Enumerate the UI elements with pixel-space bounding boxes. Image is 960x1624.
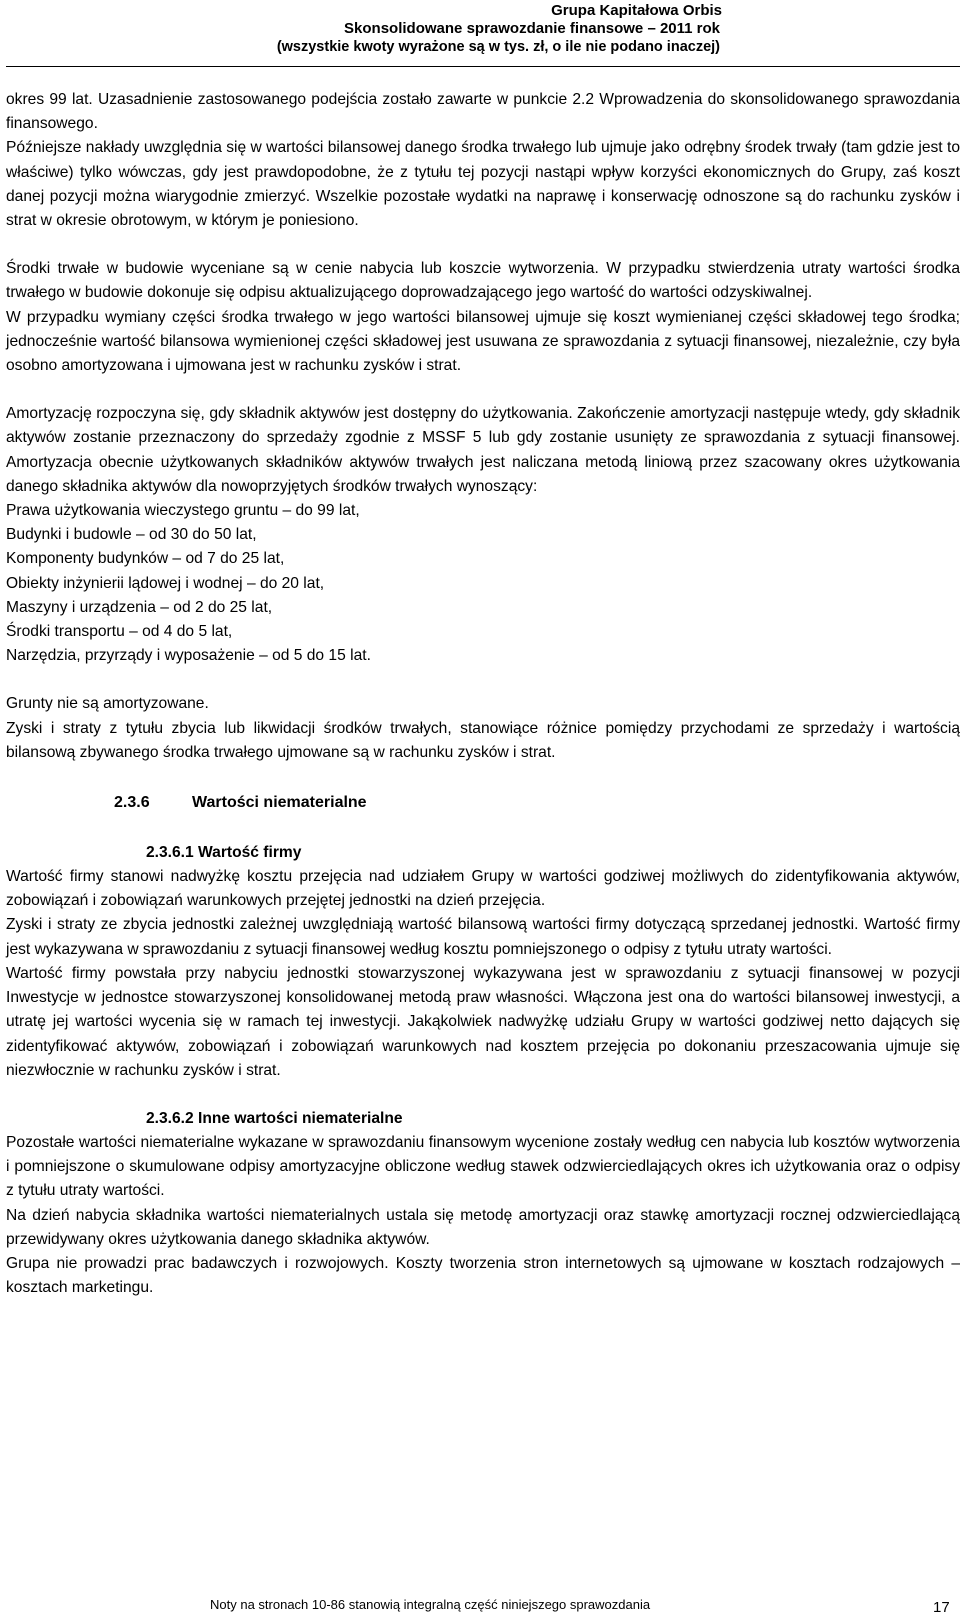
- paragraph: Pozostałe wartości niematerialne wykazane w sprawozdaniu finansowym wycenione zostały według cen nabycia lub kosztów wytworzenia i pomniejszone o skumulowane odpisy amortyzacyjne obliczone według stawek odzwierciedlających okres ich użytkowania oraz o odpisy z tytułu utraty wartości.: [6, 1133, 960, 1200]
- list-item: Środki transportu – od 4 do 5 lat,: [6, 623, 233, 641]
- subsection-heading: 2.3.6.1 Wartość firmy: [146, 844, 302, 862]
- paragraph: Amortyzację rozpoczyna się, gdy składnik aktywów jest dostępny do użytkowania. Zakończenie amortyzacji następuje wtedy, gdy składnik aktywów zostanie przeznaczony do sprzedaży zgodnie z MSSF 5 lub gdy zostanie usunięty ze sprawozdania z sytuacji finansowej. Amortyzacja obecnie użytkowanych składników aktywów trwałych jest naliczana metodą liniową przez szacowany okres użytkowania danego składnika aktywów dla nowoprzyjętych środków trwałych wynoszący:: [6, 405, 960, 495]
- header-report-title: Skonsolidowane sprawozdanie finansowe – 2011 rok: [344, 20, 720, 37]
- list-item: Maszyny i urządzenia – od 2 do 25 lat,: [6, 598, 273, 616]
- section-number: 2.3.6: [114, 794, 150, 812]
- paragraph: Grupa nie prowadzi prac badawczych i rozwojowych. Koszty tworzenia stron internetowych są ujmowane w kosztach rodzajowych – kosztach marketingu.: [6, 1254, 960, 1297]
- list-item: Prawa użytkowania wieczystego gruntu – do 99 lat,: [6, 502, 360, 520]
- list-item: Narzędzia, przyrządy i wyposażenie – od 5 do 15 lat.: [6, 647, 371, 665]
- list-item: Komponenty budynków – od 7 do 25 lat,: [6, 550, 285, 568]
- depreciation-list: [6, 499, 960, 668]
- page-header: [0, 2, 960, 56]
- document-body: [6, 88, 960, 1300]
- paragraph: Wartość firmy stanowi nadwyżkę kosztu przejęcia nad udziałem Grupy w wartości godziwej możliwych do zidentyfikowania aktywów, zobowiązań i zobowiązań warunkowych przejętej jednostki na dzień przejęcia.: [6, 868, 960, 910]
- paragraph: Zyski i straty z tytułu zbycia lub likwidacji środków trwałych, stanowiące różnice pomiędzy przychodami ze sprzedaży i wartością bilansową zbywanego środka trwałego ujmowane są w rachunku zysków i strat.: [6, 719, 960, 761]
- paragraph: W przypadku wymiany części środka trwałego w jego wartości bilansowej ujmuje się koszt wymienianej części składowej tego środka; jednocześnie wartość bilansowa wymienionej części składowej jest usuwana ze sprawozdania z sytuacji finansowej, niezależnie, czy była osobno amortyzowana i ujmowana jest w rachunku zysków i strat.: [6, 308, 960, 375]
- paragraph: Późniejsze nakłady uwzględnia się w wartości bilansowej danego środka trwałego lub ujmuje jako odrębny środek trwały (tam gdzie jest to właściwe) tylko wówczas, gdy jest prawdopodobne, że z tytułu tej pozycji nastąpi wpływ korzyści ekonomicznych do Grupy, zaś koszt danej pozycji można wiarygodnie zmierzyć. Wszelkie pozostałe wydatki na naprawę i konserwację odnoszone są do rachunku zysków i strat w okresie obrotowym, w którym je poniesiono.: [6, 139, 960, 230]
- header-divider: [6, 66, 960, 67]
- paragraph: Wartość firmy powstała przy nabyciu jednostki stowarzyszonej wykazywana jest w sprawozdaniu z sytuacji finansowej w pozycji Inwestycje w jednostce stowarzyszonej konsolidowanej metodą praw własności. Włączona jest ona do wartości bilansowej inwestycji, a utratę jej wartości wycenia się w ramach tej inwestycji. Jakąkolwiek nadwyżkę udziału Grupy w wartości godziwej netto dających się zidentyfikować aktywów, zobowiązań i zobowiązań warunkowych nad kosztem przejęcia po dokonaniu przeszacowania ujmuje się niezwłocznie w rachunku zysków i strat.: [6, 964, 960, 1079]
- header-company: Grupa Kapitałowa Orbis: [551, 2, 722, 19]
- list-item: Obiekty inżynierii lądowej i wodnej – do 20 lat,: [6, 574, 325, 592]
- footer-note: Noty na stronach 10-86 stanowią integralną część niniejszego sprawozdania: [210, 1597, 651, 1612]
- paragraph: okres 99 lat. Uzasadnienie zastosowanego podejścia zostało zawarte w punkcie 2.2 Wprowadzenia do skonsolidowanego sprawozdania finansowego.: [6, 91, 960, 133]
- header-currency-note: (wszystkie kwoty wyrażone są w tys. zł, o ile nie podano inaczej): [276, 39, 720, 55]
- paragraph: Zyski i straty ze zbycia jednostki zależnej uwzględniają wartość bilansową wartości firmy dotyczącą sprzedanej jednostki. Wartość firmy jest wykazywana w sprawozdaniu z sytuacji finansowej według kosztu pomniejszonego o odpisy z tytułu utraty wartości.: [6, 916, 960, 958]
- page-number: 17: [933, 1599, 950, 1616]
- section-title: Wartości niematerialne: [192, 794, 367, 812]
- subsection-heading: 2.3.6.2 Inne wartości niematerialne: [146, 1109, 403, 1127]
- paragraph: Środki trwałe w budowie wyceniane są w cenie nabycia lub koszcie wytworzenia. W przypadku stwierdzenia utraty wartości środka trwałego w budowie dokonuje się odpisu aktualizującego doprowadzającego jego wartość do wartości odzyskiwalnej.: [6, 260, 960, 302]
- paragraph: Na dzień nabycia składnika wartości niematerialnych ustala się metodę amortyzacji oraz stawkę amortyzacji rocznej odzwierciedlającą przewidywany okres użytkowania danego składnika aktywów.: [6, 1206, 960, 1248]
- paragraph: Grunty nie są amortyzowane.: [6, 695, 209, 713]
- section-heading: [6, 791, 960, 815]
- list-item: Budynki i budowle – od 30 do 50 lat,: [6, 526, 257, 544]
